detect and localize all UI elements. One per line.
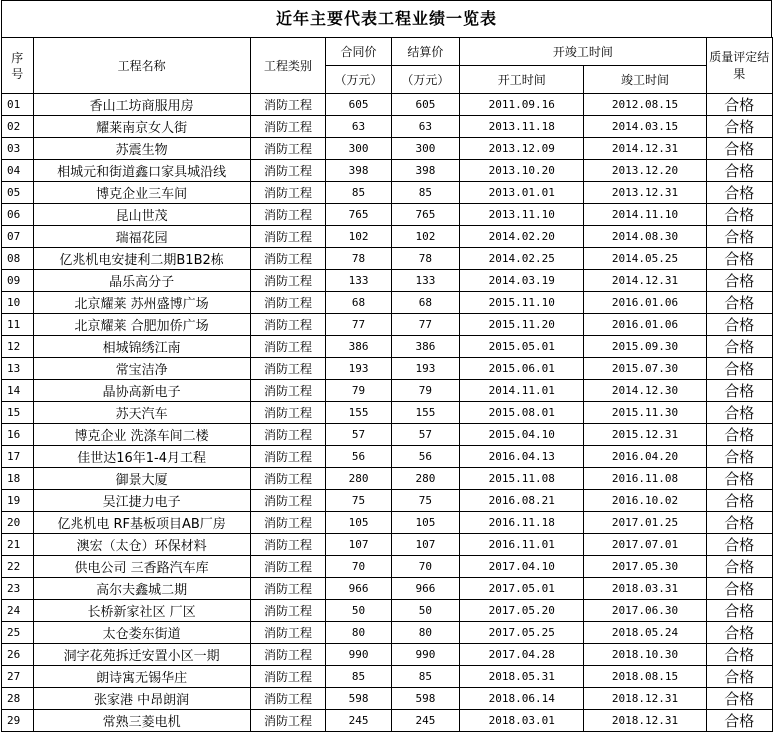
cell-start-date: 2015.11.08: [460, 468, 584, 490]
cell-quality: 合格: [706, 116, 772, 138]
cell-end-date: 2013.12.31: [584, 182, 706, 204]
cell-quality: 合格: [706, 424, 772, 446]
table-row: [2, 644, 773, 666]
cell-start-date: 2015.05.01: [460, 336, 584, 358]
table-row: [2, 270, 773, 292]
cell-project-name: 昆山世茂: [33, 204, 250, 226]
cell-contract-price: 75: [326, 490, 391, 512]
cell-end-date: 2018.08.15: [584, 666, 706, 688]
cell-project-type: 消防工程: [250, 688, 326, 710]
header-period: 开竣工时间: [460, 38, 706, 66]
cell-end-date: 2014.03.15: [584, 116, 706, 138]
cell-contract-price: 105: [326, 512, 391, 534]
cell-contract-price: 398: [326, 160, 391, 182]
cell-seq: 07: [2, 226, 34, 248]
cell-contract-price: 77: [326, 314, 391, 336]
cell-start-date: 2016.08.21: [460, 490, 584, 512]
cell-seq: 12: [2, 336, 34, 358]
cell-quality: 合格: [706, 94, 772, 116]
cell-end-date: 2017.05.30: [584, 556, 706, 578]
cell-quality: 合格: [706, 138, 772, 160]
cell-seq: 21: [2, 534, 34, 556]
cell-quality: 合格: [706, 556, 772, 578]
cell-settlement-price: 155: [391, 402, 459, 424]
cell-project-type: 消防工程: [250, 666, 326, 688]
table-row: [2, 578, 773, 600]
cell-quality: 合格: [706, 622, 772, 644]
cell-project-name: 澳宏（太仓）环保材料: [33, 534, 250, 556]
cell-project-type: 消防工程: [250, 380, 326, 402]
cell-settlement-price: 193: [391, 358, 459, 380]
cell-contract-price: 245: [326, 710, 391, 732]
cell-quality: 合格: [706, 182, 772, 204]
cell-project-type: 消防工程: [250, 182, 326, 204]
cell-project-type: 消防工程: [250, 534, 326, 556]
cell-project-type: 消防工程: [250, 336, 326, 358]
cell-end-date: 2013.12.20: [584, 160, 706, 182]
cell-project-name: 苏天汽车: [33, 402, 250, 424]
cell-start-date: 2017.05.20: [460, 600, 584, 622]
cell-seq: 23: [2, 578, 34, 600]
cell-end-date: 2014.12.31: [584, 138, 706, 160]
cell-quality: 合格: [706, 314, 772, 336]
cell-project-name: 瑞福花园: [33, 226, 250, 248]
table-row: [2, 248, 773, 270]
cell-quality: 合格: [706, 402, 772, 424]
cell-seq: 25: [2, 622, 34, 644]
table-row: [2, 468, 773, 490]
cell-start-date: 2014.02.20: [460, 226, 584, 248]
performance-table: [1, 37, 773, 732]
cell-settlement-price: 386: [391, 336, 459, 358]
cell-start-date: 2017.05.01: [460, 578, 584, 600]
cell-contract-price: 78: [326, 248, 391, 270]
cell-end-date: 2014.12.30: [584, 380, 706, 402]
cell-project-name: 常宝洁净: [33, 358, 250, 380]
cell-end-date: 2018.03.31: [584, 578, 706, 600]
cell-start-date: 2011.09.16: [460, 94, 584, 116]
cell-project-type: 消防工程: [250, 248, 326, 270]
cell-project-name: 张家港 中昂朗润: [33, 688, 250, 710]
cell-quality: 合格: [706, 160, 772, 182]
header-type: 工程类别: [250, 38, 326, 94]
cell-project-name: 常熟三菱电机: [33, 710, 250, 732]
cell-end-date: 2016.11.08: [584, 468, 706, 490]
cell-start-date: 2014.03.19: [460, 270, 584, 292]
cell-contract-price: 56: [326, 446, 391, 468]
cell-contract-price: 193: [326, 358, 391, 380]
cell-project-type: 消防工程: [250, 512, 326, 534]
cell-project-type: 消防工程: [250, 402, 326, 424]
table-row: [2, 358, 773, 380]
cell-settlement-price: 300: [391, 138, 459, 160]
header-quality-label: 质量评定结果: [709, 49, 770, 81]
cell-start-date: 2017.05.25: [460, 622, 584, 644]
cell-settlement-price: 70: [391, 556, 459, 578]
cell-project-name: 洞字花苑拆迁安置小区一期: [33, 644, 250, 666]
cell-project-name: 耀莱南京女人街: [33, 116, 250, 138]
cell-end-date: 2018.12.31: [584, 710, 706, 732]
cell-seq: 15: [2, 402, 34, 424]
cell-end-date: 2012.08.15: [584, 94, 706, 116]
cell-settlement-price: 50: [391, 600, 459, 622]
cell-project-name: 晶乐高分子: [33, 270, 250, 292]
cell-project-name: 博克企业三车间: [33, 182, 250, 204]
cell-quality: 合格: [706, 534, 772, 556]
cell-contract-price: 280: [326, 468, 391, 490]
cell-settlement-price: 105: [391, 512, 459, 534]
cell-project-type: 消防工程: [250, 600, 326, 622]
cell-seq: 11: [2, 314, 34, 336]
table-row: [2, 314, 773, 336]
cell-start-date: 2014.02.25: [460, 248, 584, 270]
cell-settlement-price: 63: [391, 116, 459, 138]
cell-project-name: 相城锦绣江南: [33, 336, 250, 358]
cell-start-date: 2016.11.18: [460, 512, 584, 534]
cell-seq: 19: [2, 490, 34, 512]
cell-quality: 合格: [706, 380, 772, 402]
header-settle-unit: （万元）: [391, 66, 459, 94]
table-row: [2, 204, 773, 226]
cell-project-type: 消防工程: [250, 314, 326, 336]
cell-project-name: 博克企业 洗涤车间二楼: [33, 424, 250, 446]
cell-contract-price: 990: [326, 644, 391, 666]
table-row: [2, 138, 773, 160]
cell-seq: 05: [2, 182, 34, 204]
cell-quality: 合格: [706, 358, 772, 380]
cell-settlement-price: 68: [391, 292, 459, 314]
cell-contract-price: 80: [326, 622, 391, 644]
cell-project-type: 消防工程: [250, 468, 326, 490]
cell-start-date: 2018.05.31: [460, 666, 584, 688]
cell-contract-price: 85: [326, 666, 391, 688]
cell-seq: 18: [2, 468, 34, 490]
table-row: [2, 688, 773, 710]
cell-settlement-price: 102: [391, 226, 459, 248]
cell-project-type: 消防工程: [250, 446, 326, 468]
cell-project-name: 供电公司 三香路汽车库: [33, 556, 250, 578]
cell-project-name: 吴江捷力电子: [33, 490, 250, 512]
cell-project-name: 太仓娄东街道: [33, 622, 250, 644]
cell-seq: 27: [2, 666, 34, 688]
cell-start-date: 2018.03.01: [460, 710, 584, 732]
cell-settlement-price: 990: [391, 644, 459, 666]
cell-end-date: 2017.07.01: [584, 534, 706, 556]
cell-seq: 03: [2, 138, 34, 160]
cell-project-name: 北京耀莱 合肥加侨广场: [33, 314, 250, 336]
cell-start-date: 2013.10.20: [460, 160, 584, 182]
cell-project-type: 消防工程: [250, 556, 326, 578]
cell-seq: 26: [2, 644, 34, 666]
cell-start-date: 2015.11.20: [460, 314, 584, 336]
cell-project-name: 苏震生物: [33, 138, 250, 160]
cell-settlement-price: 78: [391, 248, 459, 270]
header-name: 工程名称: [33, 38, 250, 94]
cell-end-date: 2016.01.06: [584, 292, 706, 314]
cell-project-name: 高尔夫鑫城二期: [33, 578, 250, 600]
cell-seq: 14: [2, 380, 34, 402]
cell-contract-price: 85: [326, 182, 391, 204]
table-row: [2, 116, 773, 138]
cell-contract-price: 386: [326, 336, 391, 358]
cell-seq: 08: [2, 248, 34, 270]
cell-settlement-price: 79: [391, 380, 459, 402]
cell-quality: 合格: [706, 666, 772, 688]
cell-project-name: 亿兆机电安捷利二期B1B2栋: [33, 248, 250, 270]
cell-settlement-price: 605: [391, 94, 459, 116]
cell-quality: 合格: [706, 446, 772, 468]
table-body: [2, 94, 773, 732]
cell-quality: 合格: [706, 688, 772, 710]
cell-project-type: 消防工程: [250, 116, 326, 138]
cell-project-type: 消防工程: [250, 226, 326, 248]
cell-project-type: 消防工程: [250, 710, 326, 732]
table-row: [2, 380, 773, 402]
cell-contract-price: 300: [326, 138, 391, 160]
table-row: [2, 622, 773, 644]
cell-project-type: 消防工程: [250, 138, 326, 160]
cell-start-date: 2017.04.28: [460, 644, 584, 666]
header-start: 开工时间: [460, 66, 584, 94]
cell-project-name: 御景大厦: [33, 468, 250, 490]
cell-seq: 10: [2, 292, 34, 314]
cell-project-name: 朗诗寓无锡华庄: [33, 666, 250, 688]
cell-project-name: 香山工坊商服用房: [33, 94, 250, 116]
cell-start-date: 2015.11.10: [460, 292, 584, 314]
cell-project-type: 消防工程: [250, 622, 326, 644]
cell-start-date: 2017.04.10: [460, 556, 584, 578]
cell-quality: 合格: [706, 248, 772, 270]
table-row: [2, 512, 773, 534]
cell-seq: 09: [2, 270, 34, 292]
header-contract: 合同价: [326, 38, 391, 66]
cell-project-name: 长桥新家社区 厂区: [33, 600, 250, 622]
cell-end-date: 2014.11.10: [584, 204, 706, 226]
cell-settlement-price: 57: [391, 424, 459, 446]
cell-project-type: 消防工程: [250, 204, 326, 226]
cell-quality: 合格: [706, 226, 772, 248]
cell-contract-price: 155: [326, 402, 391, 424]
cell-contract-price: 50: [326, 600, 391, 622]
cell-start-date: 2016.11.01: [460, 534, 584, 556]
cell-settlement-price: 966: [391, 578, 459, 600]
cell-contract-price: 133: [326, 270, 391, 292]
cell-project-name: 亿兆机电 RF基板项目AB厂房: [33, 512, 250, 534]
cell-settlement-price: 765: [391, 204, 459, 226]
cell-end-date: 2015.07.30: [584, 358, 706, 380]
cell-seq: 22: [2, 556, 34, 578]
cell-end-date: 2015.12.31: [584, 424, 706, 446]
cell-seq: 04: [2, 160, 34, 182]
cell-contract-price: 79: [326, 380, 391, 402]
cell-contract-price: 966: [326, 578, 391, 600]
table-title: 近年主要代表工程业绩一览表: [1, 0, 772, 37]
cell-project-type: 消防工程: [250, 94, 326, 116]
cell-end-date: 2016.10.02: [584, 490, 706, 512]
cell-quality: 合格: [706, 292, 772, 314]
cell-seq: 01: [2, 94, 34, 116]
cell-settlement-price: 598: [391, 688, 459, 710]
cell-seq: 02: [2, 116, 34, 138]
cell-start-date: 2013.01.01: [460, 182, 584, 204]
header-quality: [706, 38, 772, 94]
header-end: 竣工时间: [584, 66, 706, 94]
cell-start-date: 2013.12.09: [460, 138, 584, 160]
header-seq: 序 号: [2, 38, 34, 94]
table-row: [2, 94, 773, 116]
cell-project-type: 消防工程: [250, 578, 326, 600]
cell-seq: 20: [2, 512, 34, 534]
cell-seq: 29: [2, 710, 34, 732]
cell-quality: 合格: [706, 336, 772, 358]
cell-settlement-price: 85: [391, 666, 459, 688]
cell-settlement-price: 80: [391, 622, 459, 644]
cell-end-date: 2018.05.24: [584, 622, 706, 644]
cell-quality: 合格: [706, 600, 772, 622]
header-settle: 结算价: [391, 38, 459, 66]
cell-seq: 16: [2, 424, 34, 446]
cell-start-date: 2016.04.13: [460, 446, 584, 468]
cell-end-date: 2017.01.25: [584, 512, 706, 534]
cell-quality: 合格: [706, 204, 772, 226]
cell-contract-price: 68: [326, 292, 391, 314]
cell-project-name: 相城元和街道鑫口家具城沿线: [33, 160, 250, 182]
cell-contract-price: 765: [326, 204, 391, 226]
cell-settlement-price: 245: [391, 710, 459, 732]
cell-end-date: 2017.06.30: [584, 600, 706, 622]
table-row: [2, 534, 773, 556]
cell-quality: 合格: [706, 270, 772, 292]
cell-project-type: 消防工程: [250, 424, 326, 446]
cell-start-date: 2013.11.18: [460, 116, 584, 138]
cell-contract-price: 605: [326, 94, 391, 116]
cell-quality: 合格: [706, 512, 772, 534]
cell-project-type: 消防工程: [250, 358, 326, 380]
cell-project-name: 晶协高新电子: [33, 380, 250, 402]
cell-seq: 13: [2, 358, 34, 380]
cell-contract-price: 57: [326, 424, 391, 446]
cell-end-date: 2016.04.20: [584, 446, 706, 468]
cell-quality: 合格: [706, 578, 772, 600]
cell-end-date: 2014.08.30: [584, 226, 706, 248]
cell-quality: 合格: [706, 490, 772, 512]
cell-seq: 06: [2, 204, 34, 226]
table-row: [2, 160, 773, 182]
cell-start-date: 2015.06.01: [460, 358, 584, 380]
table-row: [2, 182, 773, 204]
cell-end-date: 2018.12.31: [584, 688, 706, 710]
header-contract-unit: （万元）: [326, 66, 391, 94]
table-row: [2, 666, 773, 688]
table-row: [2, 600, 773, 622]
cell-settlement-price: 280: [391, 468, 459, 490]
cell-settlement-price: 107: [391, 534, 459, 556]
cell-start-date: 2014.11.01: [460, 380, 584, 402]
table-row: [2, 446, 773, 468]
cell-settlement-price: 133: [391, 270, 459, 292]
cell-project-name: 佳世达16年1-4月工程: [33, 446, 250, 468]
cell-end-date: 2016.01.06: [584, 314, 706, 336]
cell-contract-price: 70: [326, 556, 391, 578]
table-row: [2, 710, 773, 732]
cell-end-date: 2015.09.30: [584, 336, 706, 358]
cell-quality: 合格: [706, 644, 772, 666]
table-row: [2, 490, 773, 512]
cell-seq: 17: [2, 446, 34, 468]
cell-contract-price: 107: [326, 534, 391, 556]
cell-project-name: 北京耀莱 苏州盛博广场: [33, 292, 250, 314]
cell-start-date: 2015.04.10: [460, 424, 584, 446]
table-row: [2, 402, 773, 424]
cell-start-date: 2015.08.01: [460, 402, 584, 424]
cell-project-type: 消防工程: [250, 270, 326, 292]
cell-contract-price: 63: [326, 116, 391, 138]
cell-project-type: 消防工程: [250, 292, 326, 314]
table-row: [2, 336, 773, 358]
cell-quality: 合格: [706, 468, 772, 490]
table-row: [2, 556, 773, 578]
cell-quality: 合格: [706, 710, 772, 732]
cell-start-date: 2018.06.14: [460, 688, 584, 710]
cell-settlement-price: 77: [391, 314, 459, 336]
cell-project-type: 消防工程: [250, 160, 326, 182]
cell-end-date: 2018.10.30: [584, 644, 706, 666]
table-row: [2, 292, 773, 314]
cell-start-date: 2013.11.10: [460, 204, 584, 226]
table-row: [2, 424, 773, 446]
cell-seq: 24: [2, 600, 34, 622]
cell-contract-price: 102: [326, 226, 391, 248]
cell-end-date: 2014.12.31: [584, 270, 706, 292]
cell-project-type: 消防工程: [250, 644, 326, 666]
cell-project-type: 消防工程: [250, 490, 326, 512]
table-row: [2, 226, 773, 248]
cell-settlement-price: 56: [391, 446, 459, 468]
cell-end-date: 2015.11.30: [584, 402, 706, 424]
cell-settlement-price: 398: [391, 160, 459, 182]
cell-end-date: 2014.05.25: [584, 248, 706, 270]
cell-seq: 28: [2, 688, 34, 710]
cell-contract-price: 598: [326, 688, 391, 710]
cell-settlement-price: 85: [391, 182, 459, 204]
cell-settlement-price: 75: [391, 490, 459, 512]
